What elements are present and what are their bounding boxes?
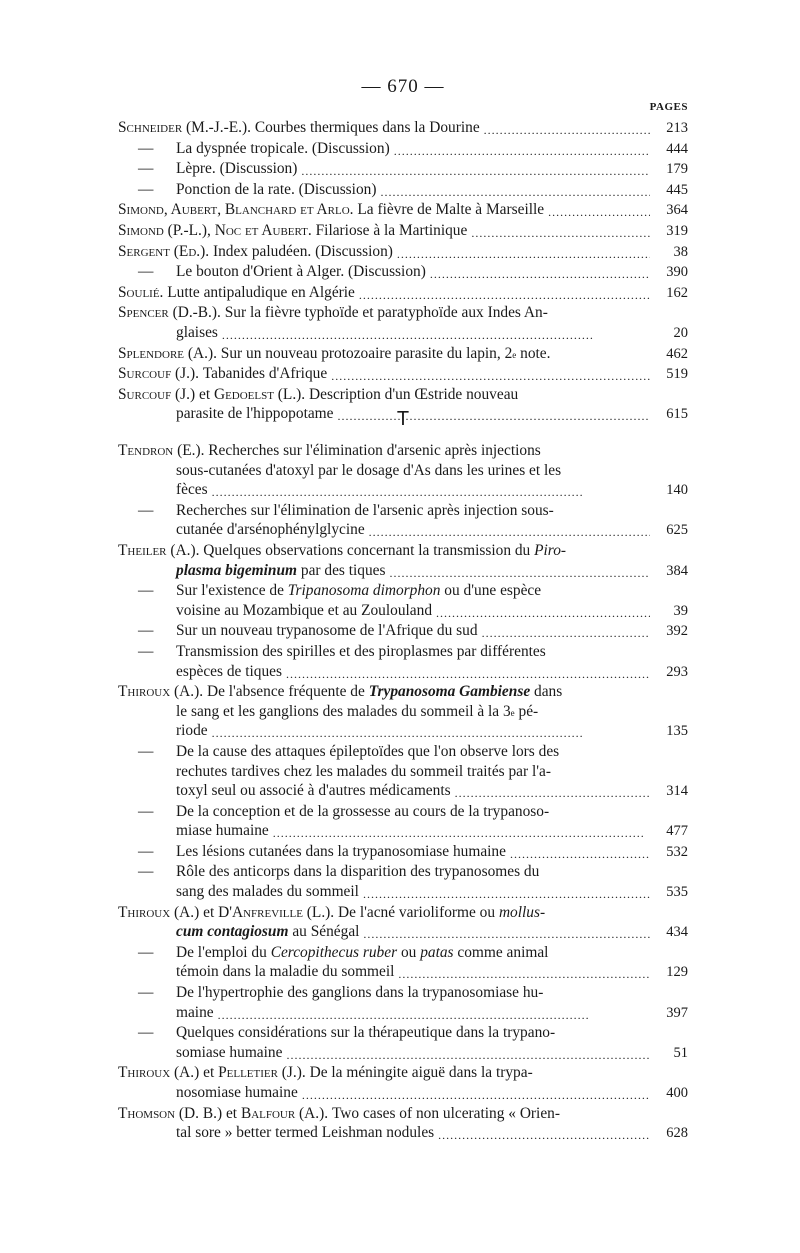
index-entry	[118, 221, 688, 242]
index-entry	[118, 139, 688, 160]
entry-title-italic: patas	[420, 943, 454, 961]
entry-author: Tendron (E.).	[118, 442, 205, 459]
entry-page: 392	[666, 623, 688, 640]
entry-author: Splendore (A.).	[118, 344, 217, 362]
entry-title-cont: par des tiques	[300, 561, 386, 579]
entry-title: De l'acné varioliforme ou	[338, 903, 496, 921]
entry-title: comme animal	[457, 943, 549, 961]
entry-author: Gedoelst (L.).	[213, 385, 306, 403]
entry-page: 535	[666, 884, 688, 901]
entry-title: Recherches sur l'élimination de l'arsenic après injection sous-	[176, 501, 554, 519]
index-entry	[118, 862, 688, 902]
index-entry	[118, 283, 688, 304]
s-section	[118, 118, 688, 425]
entry-author: Balfour (A.).	[240, 1104, 329, 1122]
dash-mark: —	[138, 642, 154, 660]
entry-author: Schneider (M.-J.-E.).	[118, 119, 251, 136]
entry-author: Theiler (A.).	[118, 541, 200, 559]
entry-page: 444	[666, 140, 688, 157]
entry-title: De la cause des attaques épileptoïdes que l'on observe lors des	[176, 742, 560, 760]
dash-mark: —	[138, 943, 154, 961]
entry-title: Rôle des anticorps dans la disparition des trypanosomes du	[176, 863, 540, 881]
entry-title-italic: Tripanosoma dimorphon	[287, 582, 441, 600]
entry-title: ou	[400, 943, 417, 961]
entry-page: 319	[666, 222, 688, 239]
entry-page: 532	[666, 843, 688, 860]
entry-title: ou d'une espèce	[444, 582, 542, 600]
index-entry: Splendore (A.). Sur un nouveau protozoaire parasite du lapin, 2 e note. 462	[118, 344, 688, 365]
entry-title-cont: tal sore » better termed Leishman nodules	[176, 1124, 435, 1142]
page-number-header: — 670 —	[361, 76, 445, 97]
entry-page: 314	[666, 783, 688, 800]
entry-page: 20	[673, 324, 688, 341]
entry-title: Description d'un Œstride nouveau	[309, 385, 519, 403]
entry-title-cont: riode	[176, 722, 208, 740]
entry-title: De l'hypertrophie des ganglions dans la trypanosomiase hu-	[176, 984, 544, 1002]
dash-mark: —	[138, 180, 154, 198]
entry-author: Surcouf (J.)	[118, 385, 196, 403]
entry-title: Transmission des spirilles et des piroplasmes par différentes	[176, 642, 546, 660]
section-letter: T	[396, 408, 410, 430]
entry-title-cont: rechutes tardives chez les malades du sommeil traités par l'a-	[176, 762, 551, 780]
index-entry	[118, 842, 688, 863]
entry-title-cont: voisine au Mozambique et au Zoulouland	[176, 601, 433, 619]
entry-title: De l'absence fréquente de	[206, 683, 365, 701]
entry-title: La fièvre de Malte à Marseille	[357, 201, 545, 219]
entry-title-cont: somiase humaine	[176, 1043, 283, 1061]
index-entry	[118, 903, 688, 943]
index-entry	[118, 200, 688, 221]
entry-page: 135	[666, 723, 688, 740]
dash-mark: —	[138, 139, 154, 157]
entry-page: 462	[666, 345, 688, 362]
entry-title: Sur un nouveau protozoaire parasite du lapin, 2	[220, 344, 513, 362]
entry-title: Two cases of non ulcerating « Orien-	[331, 1104, 560, 1122]
entry-title-cont: toxyl seul ou associé à d'autres médicaments	[176, 782, 451, 800]
entry-title: De la méningite aiguë dans la trypa-	[309, 1064, 533, 1082]
entry-page: 140	[666, 482, 688, 499]
entry-title-cont: pé-	[518, 702, 539, 720]
index-entry	[118, 1063, 688, 1103]
entry-title-cont: maine	[176, 1003, 214, 1021]
entry-title: Sur un nouveau trypanosome de l'Afrique du sud	[176, 622, 478, 640]
index-entry	[118, 262, 688, 283]
index-entry	[118, 441, 688, 501]
entry-title: Lutte antipaludique en Algérie	[167, 283, 355, 301]
entry-title: Lèpre. (Discussion)	[176, 160, 298, 178]
entry-page: 445	[666, 181, 688, 198]
entry-author: D'Anfreville (L.).	[218, 903, 335, 921]
dash-mark: —	[138, 501, 154, 519]
index-entry	[118, 621, 688, 642]
entry-title-cont: sang des malades du sommeil	[176, 883, 359, 901]
entry-author-and: et	[203, 1064, 215, 1082]
entry-page: 390	[666, 264, 688, 281]
entry-page: 477	[666, 823, 688, 840]
dash-mark: —	[138, 263, 154, 281]
entry-page: 400	[666, 1085, 688, 1101]
entry-page: 615	[666, 406, 688, 423]
dash-mark: —	[138, 842, 154, 860]
entry-author: Thiroux (A.)	[118, 1064, 200, 1082]
entry-title-cont: cutanée d'arsénophénylglycine	[176, 521, 365, 539]
entry-page: 39	[673, 602, 688, 619]
entry-page: 625	[666, 522, 688, 539]
entry-title-cont: parasite de l'hippopotame	[176, 405, 334, 423]
entry-title-end: note.	[520, 344, 551, 362]
entry-author: Pelletier (J.).	[218, 1064, 306, 1082]
entry-title-italic: mollus-	[498, 903, 546, 921]
entry-title: Quelques considérations sur la thérapeutique dans la trypano-	[176, 1024, 556, 1042]
entry-author: Simond (P.-L.), Noc et Aubert.	[118, 221, 312, 239]
index-entry	[118, 802, 688, 842]
entry-author: Surcouf (J.).	[118, 365, 199, 383]
entry-author: Thiroux (A.).	[118, 683, 204, 701]
entry-title-cont: sous-cutanées d'atoxyl par le dosage d'As dans les urines et les	[176, 461, 562, 479]
index-entry	[118, 581, 688, 621]
entry-title: Quelques observations concernant la transmission du	[203, 541, 531, 559]
index-entry	[118, 1104, 688, 1144]
index-page	[118, 0, 688, 1253]
index-entry	[118, 1023, 688, 1063]
entry-page: 51	[673, 1044, 688, 1061]
dash-mark: —	[138, 984, 154, 1002]
entry-title: Filariose à la Martinique	[315, 221, 468, 239]
index-entry	[118, 501, 688, 541]
index-entry: Thiroux (A.). De l'absence fréquente de Trypanosoma Gambiense dans le sang et les ganglions des malades du sommeil à la 3 e pé- riode . . . 135	[118, 682, 688, 742]
index-entry	[118, 303, 688, 343]
entry-title-italic: Cercopithecus ruber	[270, 943, 398, 961]
entry-title-cont: glaises	[176, 323, 218, 341]
entry-author-and: et	[198, 385, 211, 403]
dash-mark: —	[138, 160, 154, 178]
entry-author: Spencer (D.-B.).	[118, 304, 221, 322]
entry-title: Tabanides d'Afrique	[202, 365, 328, 383]
entry-title-cont: le sang et les ganglions des malades du sommeil à la 3	[176, 702, 511, 720]
dash-mark: —	[138, 863, 154, 881]
index-entry	[118, 242, 688, 263]
entry-author: Thiroux (A.)	[118, 903, 200, 921]
entry-title-italic: Piro-	[534, 541, 567, 559]
entry-title: De l'emploi du	[176, 943, 267, 961]
entry-title-italic: Trypanosoma Gambiense	[368, 683, 531, 701]
entry-title-italic: cum contagiosum	[176, 923, 289, 941]
entry-page: 434	[666, 924, 688, 941]
entry-page: 162	[666, 284, 688, 301]
entry-title: La dyspnée tropicale. (Discussion)	[176, 139, 390, 157]
dash-mark: —	[138, 802, 154, 820]
index-entry	[118, 943, 688, 983]
pages-column-label: PAGES	[649, 101, 688, 113]
entry-page: 519	[666, 366, 688, 383]
entry-title-cont: témoin dans la maladie du sommeil	[176, 963, 395, 981]
entry-title-cont: miase humaine	[176, 822, 269, 840]
t-section	[118, 441, 688, 1144]
entry-title-italic: plasma bigeminum	[176, 561, 298, 579]
entry-title: Sur la fièvre typhoïde et paratyphoïde aux Indes An-	[224, 304, 548, 322]
entry-page: 129	[666, 964, 688, 981]
index-entry	[118, 742, 688, 802]
index-entry	[118, 364, 688, 385]
entry-title-cont: fèces	[176, 481, 208, 499]
entry-page: 384	[666, 562, 688, 579]
entry-title: dans	[534, 683, 563, 701]
entry-title-cont: espèces de tiques	[176, 662, 282, 680]
entry-title-cont: nosomiase humaine	[176, 1084, 298, 1101]
entry-title: Ponction de la rate. (Discussion)	[176, 180, 377, 198]
entry-title: De la conception et de la grossesse au cours de la trypanoso-	[176, 802, 550, 820]
entry-page: 364	[666, 202, 688, 219]
dash-mark: —	[138, 742, 154, 760]
index-entry	[118, 642, 688, 682]
index-entry	[118, 541, 688, 581]
dash-mark: —	[138, 1024, 154, 1042]
dash-mark: —	[138, 582, 154, 600]
index-entry	[118, 118, 688, 139]
entry-page: 397	[666, 1004, 688, 1021]
entry-page: 213	[666, 120, 688, 136]
entry-author: Thomson (D. B.)	[118, 1104, 223, 1122]
index-entry	[118, 159, 688, 180]
dash-mark: —	[138, 622, 154, 640]
entry-author: Soulié.	[118, 283, 164, 301]
index-entry	[118, 180, 688, 201]
entry-title: Le bouton d'Orient à Alger. (Discussion)	[176, 263, 426, 281]
index-entry	[118, 983, 688, 1023]
entry-title: Recherches sur l'élimination d'arsenic après injections	[208, 442, 541, 459]
entry-page: 628	[666, 1125, 688, 1142]
entry-page: 179	[666, 161, 688, 178]
entry-page: 38	[673, 243, 688, 260]
entry-title: Les lésions cutanées dans la trypanosomiase humaine	[176, 842, 506, 860]
entry-author-and: et	[203, 903, 215, 921]
entry-title: Sur l'existence de	[176, 582, 284, 600]
entry-author: Sergent (Ed.).	[118, 242, 210, 260]
entry-author: Simond, Aubert, Blanchard et Arlo.	[118, 201, 354, 219]
entry-title-cont: au Sénégal	[292, 923, 360, 941]
entry-page: 293	[666, 663, 688, 680]
entry-title: Courbes thermiques dans la Dourine	[254, 119, 480, 136]
entry-author-and: et	[225, 1104, 238, 1122]
entry-title: Index paludéen. (Discussion)	[212, 242, 393, 260]
